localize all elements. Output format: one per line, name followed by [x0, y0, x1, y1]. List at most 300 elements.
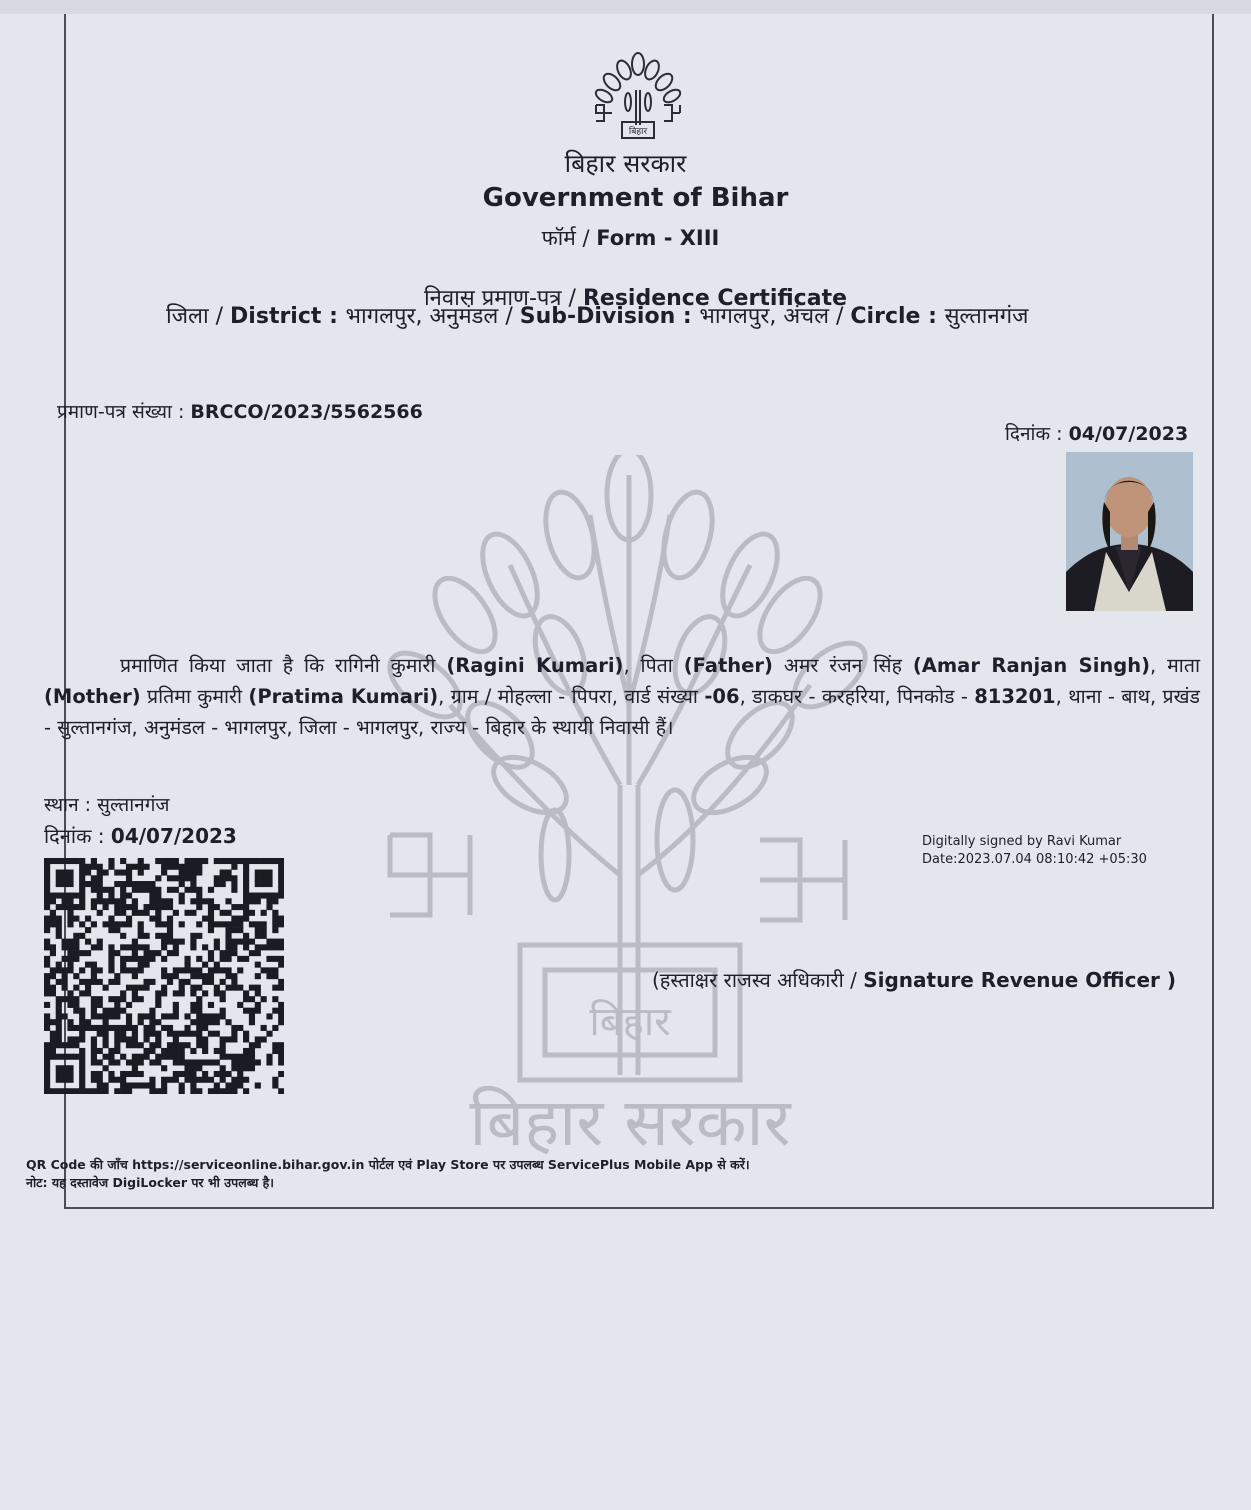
qr-module	[144, 1013, 150, 1019]
qr-module	[56, 979, 62, 985]
qr-module	[225, 1071, 231, 1077]
qr-module	[120, 990, 126, 996]
qr-module	[202, 1077, 208, 1083]
qr-module	[108, 1077, 114, 1083]
qr-module	[91, 1048, 97, 1054]
qr-module	[138, 921, 144, 927]
qr-module	[237, 916, 243, 922]
qr-module	[67, 962, 73, 968]
qr-module	[97, 1031, 103, 1037]
qr-module	[167, 979, 173, 985]
qr-module	[149, 904, 155, 910]
qr-module	[44, 985, 50, 991]
qr-module	[126, 1025, 132, 1031]
qr-module	[62, 870, 68, 876]
qr-module	[44, 1002, 50, 1008]
qr-module	[91, 921, 97, 927]
qr-module	[190, 985, 196, 991]
qr-module	[91, 1013, 97, 1019]
qr-module	[56, 1065, 62, 1071]
qr-module	[62, 979, 68, 985]
qr-module	[85, 979, 91, 985]
qr-module	[243, 1031, 249, 1037]
qr-module	[56, 870, 62, 876]
place-label: स्थान :	[44, 794, 98, 816]
qr-module	[138, 967, 144, 973]
watermark-text: बिहार सरकार	[469, 1084, 791, 1155]
qr-module	[44, 916, 50, 922]
qr-module	[132, 887, 138, 893]
qr-module	[161, 858, 167, 864]
qr-module	[243, 1054, 249, 1060]
qr-module	[67, 990, 73, 996]
qr-module	[56, 1002, 62, 1008]
qr-module	[179, 1048, 185, 1054]
qr-module	[149, 1088, 155, 1094]
qr-module	[231, 927, 237, 933]
qr-module	[79, 1082, 85, 1088]
qr-module	[272, 910, 278, 916]
qr-module	[103, 1065, 109, 1071]
qr-module	[184, 1071, 190, 1077]
qr-module	[190, 881, 196, 887]
qr-module	[237, 904, 243, 910]
qr-module	[79, 1077, 85, 1083]
qr-module	[108, 898, 114, 904]
qr-module	[132, 1082, 138, 1088]
qr-module	[120, 967, 126, 973]
qr-module	[67, 875, 73, 881]
qr-module	[114, 1013, 120, 1019]
qr-module	[50, 944, 56, 950]
qr-module	[44, 858, 50, 864]
qr-module	[266, 904, 272, 910]
qr-module	[243, 996, 249, 1002]
qr-module	[56, 1042, 62, 1048]
qr-module	[62, 1071, 68, 1077]
qr-module	[132, 1031, 138, 1037]
qr-module	[249, 1019, 255, 1025]
qr-module	[255, 962, 261, 968]
qr-module	[225, 870, 231, 876]
qr-module	[138, 858, 144, 864]
qr-module	[132, 1036, 138, 1042]
qr-module	[190, 939, 196, 945]
qr-module	[138, 864, 144, 870]
qr-module	[79, 933, 85, 939]
qr-module	[214, 1082, 220, 1088]
qr-module	[214, 939, 220, 945]
qr-module	[126, 1019, 132, 1025]
qr-module	[155, 1054, 161, 1060]
qr-module	[108, 927, 114, 933]
qr-module	[132, 1059, 138, 1065]
qr-module	[103, 1025, 109, 1031]
certificate-date-value: 04/07/2023	[1068, 423, 1189, 445]
qr-module	[231, 1065, 237, 1071]
qr-module	[108, 962, 114, 968]
qr-module	[261, 944, 267, 950]
qr-module	[114, 1002, 120, 1008]
qr-module	[138, 1054, 144, 1060]
qr-module	[79, 1088, 85, 1094]
qr-module	[220, 990, 226, 996]
qr-module	[79, 898, 85, 904]
qr-module	[266, 875, 272, 881]
qr-module	[208, 1019, 214, 1025]
qr-module	[144, 962, 150, 968]
certificate-date	[1005, 420, 1188, 446]
certificate-number-label: प्रमाण-पत्र संख्या :	[57, 401, 191, 423]
qr-module	[132, 950, 138, 956]
qr-module	[91, 1025, 97, 1031]
qr-module	[184, 1042, 190, 1048]
qr-module	[97, 1071, 103, 1077]
qr-module	[155, 1059, 161, 1065]
qr-module	[167, 898, 173, 904]
qr-module	[190, 944, 196, 950]
qr-module	[225, 933, 231, 939]
qr-module	[103, 1036, 109, 1042]
qr-module	[255, 933, 261, 939]
qr-module	[272, 893, 278, 899]
qr-module	[220, 1065, 226, 1071]
qr-module	[138, 1042, 144, 1048]
qr-module	[120, 1036, 126, 1042]
qr-module	[120, 881, 126, 887]
qr-module	[179, 881, 185, 887]
qr-module	[190, 875, 196, 881]
qr-module	[91, 973, 97, 979]
qr-module	[208, 956, 214, 962]
qr-module	[126, 870, 132, 876]
qr-module	[249, 950, 255, 956]
qr-module	[190, 887, 196, 893]
qr-module	[144, 985, 150, 991]
qr-module	[214, 904, 220, 910]
qr-module	[120, 910, 126, 916]
qr-module	[190, 910, 196, 916]
qr-module	[108, 996, 114, 1002]
qr-module	[85, 881, 91, 887]
qr-module	[237, 1054, 243, 1060]
qr-module	[138, 1071, 144, 1077]
qr-module	[91, 1036, 97, 1042]
qr-module	[56, 933, 62, 939]
qr-module	[126, 1013, 132, 1019]
qr-module	[272, 921, 278, 927]
qr-module	[91, 944, 97, 950]
qr-module	[243, 1059, 249, 1065]
qr-module	[97, 1013, 103, 1019]
qr-module	[167, 864, 173, 870]
qr-module	[261, 921, 267, 927]
qr-module	[67, 996, 73, 1002]
qr-module	[85, 1088, 91, 1094]
qr-module	[85, 870, 91, 876]
qr-module	[190, 1019, 196, 1025]
qr-module	[155, 887, 161, 893]
qr-module	[50, 921, 56, 927]
qr-module	[202, 898, 208, 904]
qr-module	[62, 1077, 68, 1083]
qr-module	[202, 962, 208, 968]
qr-module	[278, 921, 284, 927]
qr-module	[220, 1013, 226, 1019]
qr-module	[173, 864, 179, 870]
qr-module	[50, 916, 56, 922]
qr-module	[67, 904, 73, 910]
qr-module	[73, 893, 79, 899]
officer-label-close: )	[1159, 968, 1177, 992]
qr-module	[214, 881, 220, 887]
qr-module	[79, 1008, 85, 1014]
qr-module	[91, 1054, 97, 1060]
footer-digilocker-note: नोट: यह दस्तावेज DigiLocker पर भी उपलब्ध है।	[26, 1175, 275, 1190]
qr-module	[73, 904, 79, 910]
qr-module	[167, 1031, 173, 1037]
circle-label-english: Circle :	[850, 304, 945, 329]
qr-module	[220, 996, 226, 1002]
qr-module	[190, 973, 196, 979]
qr-module	[149, 1019, 155, 1025]
qr-module	[243, 870, 249, 876]
qr-module	[249, 1013, 255, 1019]
qr-module	[126, 875, 132, 881]
qr-module	[266, 967, 272, 973]
qr-module	[114, 898, 120, 904]
qr-module	[97, 1048, 103, 1054]
qr-module	[62, 904, 68, 910]
qr-module	[73, 916, 79, 922]
qr-module	[184, 887, 190, 893]
qr-module	[167, 1042, 173, 1048]
qr-module	[73, 1008, 79, 1014]
subdivision-label-english: Sub-Division :	[519, 304, 700, 329]
qr-module	[272, 985, 278, 991]
qr-module	[266, 893, 272, 899]
qr-module	[67, 1019, 73, 1025]
qr-module	[108, 858, 114, 864]
certificate-date-label: दिनांक :	[1005, 423, 1069, 445]
qr-module	[62, 898, 68, 904]
qr-module	[144, 1048, 150, 1054]
qr-module	[214, 967, 220, 973]
qr-module	[278, 1008, 284, 1014]
qr-module	[225, 939, 231, 945]
qr-module	[255, 870, 261, 876]
qr-module	[62, 1065, 68, 1071]
qr-module	[220, 1008, 226, 1014]
qr-module	[132, 990, 138, 996]
qr-module	[91, 904, 97, 910]
qr-module	[202, 944, 208, 950]
qr-module	[208, 973, 214, 979]
qr-module	[67, 1036, 73, 1042]
qr-module	[272, 1008, 278, 1014]
qr-module	[126, 921, 132, 927]
qr-module	[214, 1013, 220, 1019]
qr-module	[237, 939, 243, 945]
mother-name-english: (Pratima Kumari)	[248, 685, 439, 708]
applicant-name-english: (Ragini Kumari)	[446, 654, 624, 677]
qr-module	[91, 858, 97, 864]
qr-module	[97, 996, 103, 1002]
qr-module	[103, 1082, 109, 1088]
qr-module	[91, 898, 97, 904]
qr-module	[225, 858, 231, 864]
qr-module	[220, 1071, 226, 1077]
qr-module	[231, 1077, 237, 1083]
qr-module	[155, 1088, 161, 1094]
qr-module	[149, 1025, 155, 1031]
qr-module	[231, 858, 237, 864]
qr-module	[132, 864, 138, 870]
qr-module	[261, 870, 267, 876]
qr-module	[225, 956, 231, 962]
qr-module	[266, 944, 272, 950]
qr-module	[272, 939, 278, 945]
qr-module	[243, 898, 249, 904]
qr-module	[126, 864, 132, 870]
qr-module	[237, 1082, 243, 1088]
qr-module	[155, 1031, 161, 1037]
qr-module	[249, 1054, 255, 1060]
qr-module	[62, 956, 68, 962]
qr-module	[56, 967, 62, 973]
qr-module	[85, 864, 91, 870]
qr-module	[261, 893, 267, 899]
qr-module	[173, 1036, 179, 1042]
qr-module	[249, 858, 255, 864]
qr-module	[97, 979, 103, 985]
qr-module	[120, 1008, 126, 1014]
qr-module	[243, 933, 249, 939]
qr-module	[202, 916, 208, 922]
qr-module	[144, 904, 150, 910]
form-label-hindi: फॉर्म /	[541, 226, 597, 250]
qr-module	[138, 887, 144, 893]
qr-module	[149, 1077, 155, 1083]
qr-module	[44, 990, 50, 996]
qr-module	[255, 1008, 261, 1014]
qr-module	[44, 921, 50, 927]
qr-module	[91, 979, 97, 985]
qr-module	[155, 893, 161, 899]
qr-module	[126, 1036, 132, 1042]
body-text-1: प्रमाणित किया जाता है कि रागिनी कुमारी	[120, 654, 447, 677]
qr-module	[62, 967, 68, 973]
qr-module	[120, 1082, 126, 1088]
qr-module	[278, 962, 284, 968]
qr-module	[97, 1077, 103, 1083]
qr-module	[155, 990, 161, 996]
qr-module	[173, 939, 179, 945]
qr-module	[278, 870, 284, 876]
qr-module	[149, 950, 155, 956]
qr-module	[231, 973, 237, 979]
qr-module	[179, 985, 185, 991]
pincode: 813201	[974, 685, 1056, 708]
qr-module	[149, 1031, 155, 1037]
qr-module	[79, 887, 85, 893]
qr-module	[202, 1042, 208, 1048]
qr-module	[138, 962, 144, 968]
qr-module	[50, 950, 56, 956]
qr-module	[73, 973, 79, 979]
qr-module	[255, 985, 261, 991]
paper-edge	[0, 0, 1251, 14]
qr-module	[126, 944, 132, 950]
qr-module	[155, 875, 161, 881]
qr-module	[67, 956, 73, 962]
qr-module	[120, 962, 126, 968]
qr-module	[202, 1048, 208, 1054]
qr-module	[161, 898, 167, 904]
qr-module	[214, 921, 220, 927]
qr-module	[103, 904, 109, 910]
signature-officer	[652, 966, 1176, 993]
mother-label: (Mother)	[44, 685, 141, 708]
qr-module	[108, 864, 114, 870]
qr-module	[202, 990, 208, 996]
qr-module	[179, 1082, 185, 1088]
qr-module	[225, 967, 231, 973]
qr-module	[132, 939, 138, 945]
qr-module	[126, 881, 132, 887]
qr-module	[278, 881, 284, 887]
qr-module	[67, 870, 73, 876]
qr-module	[225, 1054, 231, 1060]
qr-module	[103, 1031, 109, 1037]
qr-module	[278, 1042, 284, 1048]
qr-module	[161, 1065, 167, 1071]
qr-module	[196, 1077, 202, 1083]
qr-module	[50, 967, 56, 973]
qr-module	[56, 1025, 62, 1031]
qr-module	[132, 1065, 138, 1071]
qr-module	[91, 962, 97, 968]
qr-module	[266, 1054, 272, 1060]
qr-module	[184, 962, 190, 968]
qr-module	[255, 944, 261, 950]
qr-module	[114, 996, 120, 1002]
qr-module	[278, 893, 284, 899]
qr-module	[278, 875, 284, 881]
qr-module	[231, 1082, 237, 1088]
qr-module	[138, 1019, 144, 1025]
qr-module	[62, 881, 68, 887]
qr-module	[103, 1008, 109, 1014]
qr-module	[167, 1054, 173, 1060]
qr-module	[202, 858, 208, 864]
qr-module	[220, 870, 226, 876]
qr-module	[196, 1025, 202, 1031]
qr-module	[278, 979, 284, 985]
father-label: (Father)	[683, 654, 773, 677]
qr-module	[149, 1042, 155, 1048]
qr-module	[144, 864, 150, 870]
qr-module	[144, 944, 150, 950]
qr-module	[278, 985, 284, 991]
qr-module	[126, 1059, 132, 1065]
qr-module	[196, 921, 202, 927]
qr-module	[196, 858, 202, 864]
qr-module	[243, 864, 249, 870]
subdivision-value: भागलपुर,	[699, 304, 784, 329]
qr-module	[208, 967, 214, 973]
qr-module	[173, 1013, 179, 1019]
